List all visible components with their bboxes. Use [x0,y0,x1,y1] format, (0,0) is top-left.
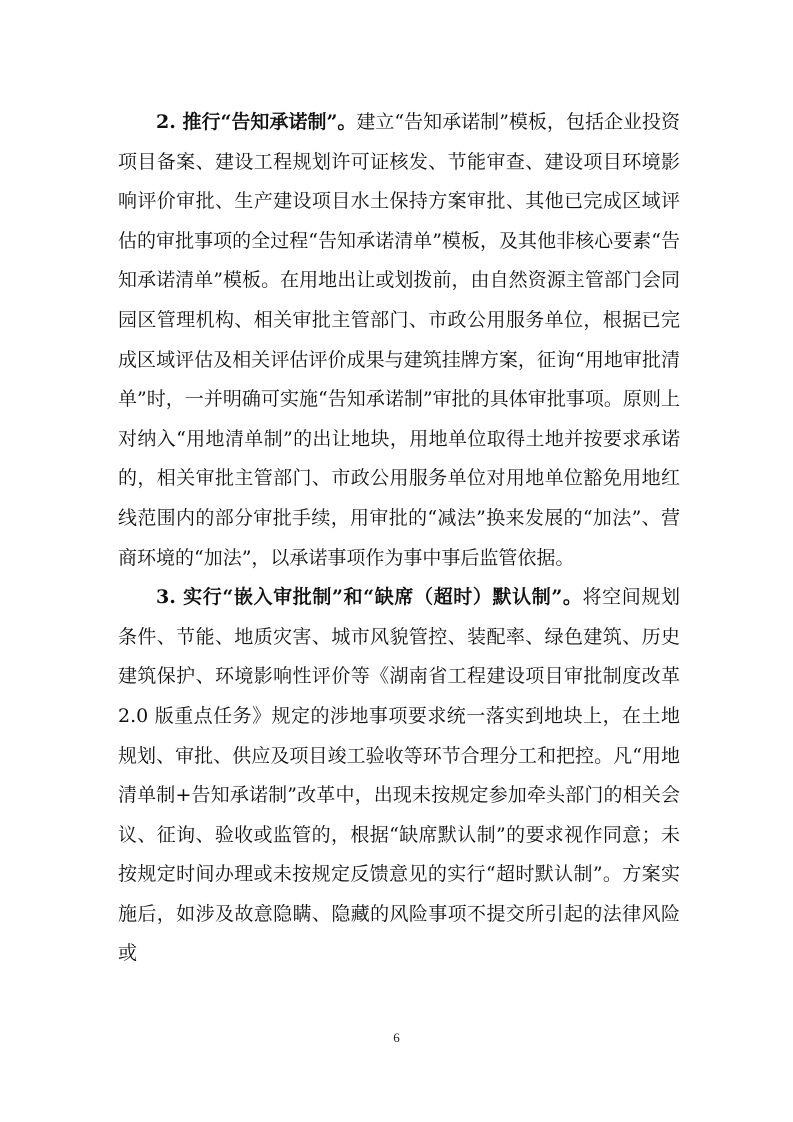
paragraph-embedded-approval [118,578,680,974]
paragraph-announce-commitment [118,103,680,578]
paragraph-text: 建立“告知承诺制”模板，包括企业投资项目备案、建设工程规划许可证核发、节能审查、建设项目环境影响评价审批、生产建设项目水土保持方案审批、其他已完成区域评估的审批事项的全过程“告知承诺清单”模板，及其他非核心要素“告知承诺清单”模板。在用地出让或划拨前，由自然资源主管部门会同园区管理机构、相关审批主管部门、市政公用服务单位，根据已完成区域评估及相关评估评价成果与建筑挂牌方案，征询“用地审批清单”时，一并明确可实施“告知承诺制”审批的具体审批事项。原则上对纳入“用地清单制”的出让地块，用地单位取得土地并按要求承诺的，相关审批主管部门、市政公用服务单位对用地单位豁免用地红线范围内的部分审批手续，用审批的“减法”换来发展的“加法”、营商环境的“加法”，以承诺事项作为事中事后监管依据。 [118,111,680,569]
page-number: 6 [393,1030,400,1045]
document-body [118,103,680,974]
paragraph-text: 将空间规划条件、节能、地质灾害、城市风貌管控、装配率、绿色建筑、历史建筑保护、环境影响性评价等《湖南省工程建设项目审批制度改革 2.0 版重点任务》规定的涉地事项要求统一落实到地块上，在土地规划、审批、供应及项目竣工验收等环节合理分工和把控。凡“用地清单制+告知承诺制”改革中，出现未按规定参加牵头部门的相关会议、征询、验收或监管的，根据“缺席默认制”的要求视作同意；未按规定时间办理或未按规定反馈意见的实行“超时默认制”。方案实施后，如涉及故意隐瞒、隐藏的风险事项不提交所引起的法律风险或 [118,586,680,965]
paragraph-heading: 2. 推行“告知承诺制”。 [156,111,357,133]
paragraph-heading: 3. 实行“嵌入审批制”和“缺席（超时）默认制”。 [156,586,583,609]
